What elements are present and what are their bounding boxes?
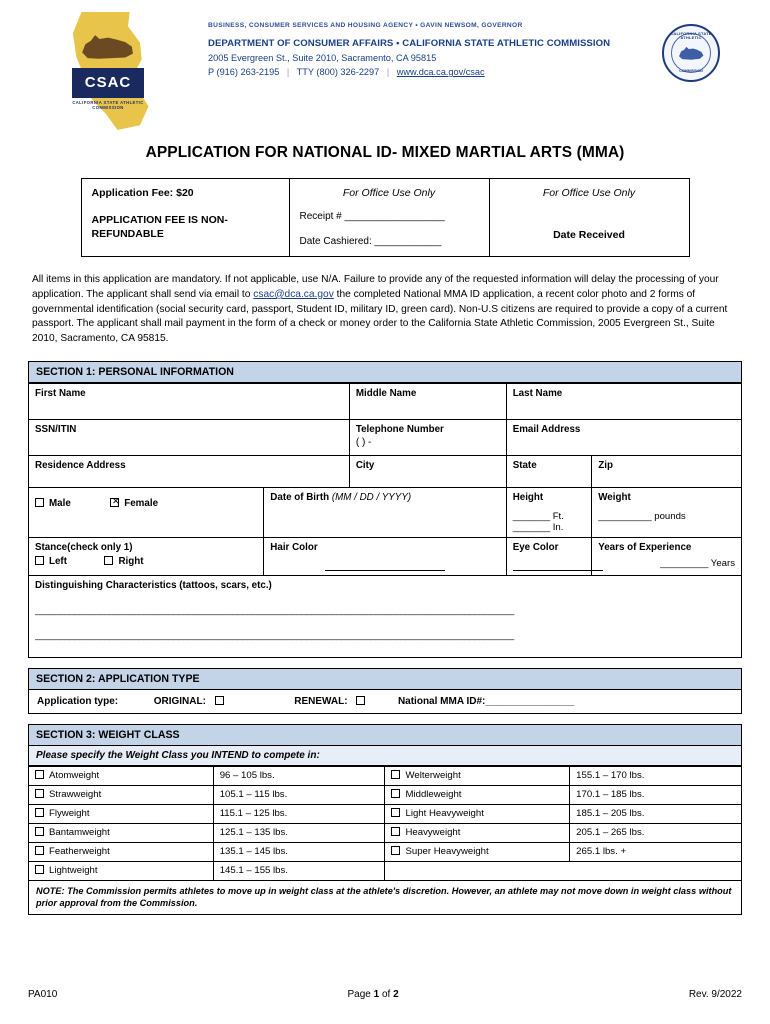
weight-class-range: 185.1 – 205 lbs. xyxy=(570,804,742,823)
csac-logo xyxy=(58,10,158,130)
weight-label: Weight xyxy=(598,491,631,503)
middle-name-field[interactable] xyxy=(349,383,506,419)
weight-class-option[interactable] xyxy=(385,842,570,861)
phone-number: P (916) 263-2195 xyxy=(208,67,280,77)
telephone-label: Telephone Number xyxy=(355,423,444,435)
section-1-heading: SECTION 1: PERSONAL INFORMATION xyxy=(28,361,742,383)
personal-information-table xyxy=(28,383,742,658)
stance-right-checkbox[interactable] xyxy=(104,556,113,565)
weight-class-name: Strawweight xyxy=(49,789,102,801)
hair-color-field[interactable] xyxy=(264,537,506,575)
telephone-mask: ( ) - xyxy=(355,436,372,448)
weight-class-range: 145.1 – 155 lbs. xyxy=(213,861,385,880)
agency-line: BUSINESS, CONSUMER SERVICES AND HOUSING AGENCY • GAVIN NEWSOM, GOVERNOR xyxy=(208,22,523,29)
male-label: Male xyxy=(49,497,71,509)
table-row xyxy=(29,487,742,537)
application-type-label: Application type: xyxy=(37,695,119,707)
years-units: _________ Years xyxy=(660,557,735,569)
weight-class-name: Atomweight xyxy=(49,770,100,782)
weight-class-range: 105.1 – 115 lbs. xyxy=(213,785,385,804)
eye-color-input[interactable] xyxy=(513,559,586,571)
weight-class-checkbox[interactable] xyxy=(391,827,400,836)
seal-bottom-text: COMMISSION xyxy=(679,69,703,74)
weight-class-checkbox[interactable] xyxy=(35,808,44,817)
state-label: State xyxy=(512,459,537,471)
stance-label: Stance(check only 1) xyxy=(35,541,133,553)
header-text-block xyxy=(208,22,638,77)
national-mma-id-field[interactable]: National MMA ID#:________________ xyxy=(397,695,575,707)
weight-class-checkbox[interactable] xyxy=(35,827,44,836)
weight-class-checkbox[interactable] xyxy=(391,770,400,779)
female-checkbox[interactable] xyxy=(110,498,119,507)
address-line: 2005 Evergreen St., Suite 2010, Sacramento, CA 95815 xyxy=(208,53,437,63)
tty-number: TTY (800) 326-2297 xyxy=(296,67,380,77)
weight-class-checkbox[interactable] xyxy=(35,846,44,855)
table-row xyxy=(29,383,742,419)
eye-color-label: Eye Color xyxy=(512,541,559,553)
page-indicator xyxy=(347,989,398,1000)
telephone-field[interactable] xyxy=(349,419,506,455)
stance-left-label: Left xyxy=(49,555,67,567)
stance-options xyxy=(35,556,257,567)
fee-cell xyxy=(81,179,289,257)
gender-cell xyxy=(29,487,264,537)
residence-address-field[interactable] xyxy=(29,455,350,487)
first-name-field[interactable] xyxy=(29,383,350,419)
weight-class-name: Flyweight xyxy=(49,808,90,820)
instructions-part-2: the completed National MMA ID application, a recent color photo and 2 forms of governmental identification (social security card, passport, Student ID, military ID, green card). Non-U.S citizens are required to provide a copy of a current passport. The applicant shall mail payment in the form of a check or money order to the California State Athletic Commission, 2005 Evergreen St., Suite 2010, Sacramento, CA 95815. xyxy=(32,288,728,345)
table-row xyxy=(29,766,742,785)
table-row xyxy=(29,575,742,657)
fee-office-use-table xyxy=(81,178,690,257)
original-label: ORIGINAL: xyxy=(153,695,206,707)
email-label: Email Address xyxy=(512,423,581,435)
years-of-experience-label: Years of Experience xyxy=(598,541,692,553)
weight-class-range: 135.1 – 145 lbs. xyxy=(213,842,385,861)
application-type-row xyxy=(28,690,742,714)
weight-class-checkbox[interactable] xyxy=(35,770,44,779)
weight-class-empty-cell xyxy=(570,861,742,880)
website-link[interactable]: www.dca.ca.gov/csac xyxy=(396,67,485,77)
office-use-label-2: For Office Use Only xyxy=(542,187,636,199)
table-row xyxy=(29,842,742,861)
application-fee xyxy=(92,187,279,199)
weight-class-note: NOTE: The Commission permits athletes to move up in weight class at the athlete's discretion. However, an athlete may not move down in weight class without prior approval from the Commission. xyxy=(28,881,742,915)
weight-class-option[interactable] xyxy=(29,785,214,804)
table-row xyxy=(29,804,742,823)
csac-email-link[interactable]: csac@dca.ca.gov xyxy=(253,288,334,300)
weight-class-option[interactable] xyxy=(385,823,570,842)
weight-class-checkbox[interactable] xyxy=(391,846,400,855)
revision-date: Rev. 9/2022 xyxy=(688,989,742,1000)
height-field[interactable] xyxy=(506,487,592,537)
contact-line xyxy=(208,67,638,77)
page-mid: of xyxy=(379,989,394,1000)
female-checkbox-group[interactable] xyxy=(110,498,158,509)
weight-class-name: Middleweight xyxy=(405,789,462,801)
receipt-number-field[interactable]: Receipt # __________________ xyxy=(299,211,445,222)
hair-color-input[interactable] xyxy=(270,559,499,571)
distinguishing-characteristics-label: Distinguishing Characteristics (tattoos, scars, etc.) xyxy=(35,579,272,591)
office-use-cell-1 xyxy=(289,179,489,257)
female-label: Female xyxy=(124,497,159,509)
weight-class-table xyxy=(28,766,742,881)
zip-field[interactable] xyxy=(592,455,742,487)
table-row xyxy=(29,823,742,842)
date-of-birth-format: (MM / DD / YYYY) xyxy=(331,491,412,503)
original-checkbox[interactable] xyxy=(215,696,224,705)
first-name-label: First Name xyxy=(35,387,86,399)
stance-right-group[interactable] xyxy=(104,556,143,567)
stance-cell xyxy=(29,537,264,575)
weight-class-name: Super Heavyweight xyxy=(405,846,489,858)
hair-color-label: Hair Color xyxy=(270,541,318,553)
male-checkbox-group[interactable] xyxy=(35,498,74,509)
city-label: City xyxy=(355,459,375,471)
weight-class-option[interactable] xyxy=(29,823,214,842)
weight-class-range: 115.1 – 125 lbs. xyxy=(213,804,385,823)
page-current: 1 xyxy=(373,989,380,1000)
page-title: APPLICATION FOR NATIONAL ID- MIXED MARTIAL ARTS (MMA) xyxy=(145,144,625,161)
residence-address-label: Residence Address xyxy=(35,459,126,471)
middle-name-label: Middle Name xyxy=(355,387,417,399)
csac-logo-subtext: CALIFORNIA STATE ATHLETIC COMMISSION xyxy=(72,100,144,110)
section-2-heading: SECTION 2: APPLICATION TYPE xyxy=(28,668,742,690)
weight-units: __________ pounds xyxy=(598,510,686,522)
weight-class-option[interactable] xyxy=(385,804,570,823)
weight-class-checkbox[interactable] xyxy=(35,865,44,874)
ssn-itin-field[interactable] xyxy=(29,419,350,455)
csac-logo-text: CSAC xyxy=(72,68,144,98)
zip-label: Zip xyxy=(598,459,613,471)
office-use-cell-2 xyxy=(489,179,689,257)
divider: | xyxy=(286,67,290,77)
commission-seal-icon xyxy=(662,24,720,82)
weight-class-option[interactable] xyxy=(385,785,570,804)
section-3-heading: SECTION 3: WEIGHT CLASS xyxy=(28,724,742,746)
application-fee-value: $20 xyxy=(176,187,194,199)
date-cashiered-field[interactable]: Date Cashiered: ____________ xyxy=(299,236,442,247)
weight-class-checkbox[interactable] xyxy=(391,789,400,798)
instructions-paragraph xyxy=(32,273,738,347)
weight-class-name: Featherweight xyxy=(49,846,110,858)
weight-class-range: 155.1 – 170 lbs. xyxy=(570,766,742,785)
weight-field[interactable] xyxy=(592,487,742,537)
eye-color-field[interactable] xyxy=(506,537,592,575)
weight-class-option[interactable] xyxy=(29,842,214,861)
write-in-line-2[interactable]: _________________________________________________________________________________________________ xyxy=(35,629,514,641)
last-name-field[interactable] xyxy=(506,383,741,419)
seal-top-text: CALIFORNIA STATE ATHLETIC xyxy=(670,31,712,41)
page-footer xyxy=(28,989,742,1000)
male-checkbox[interactable] xyxy=(35,498,44,507)
last-name-label: Last Name xyxy=(512,387,563,399)
date-of-birth-label: Date of Birth xyxy=(270,491,330,503)
department-line: DEPARTMENT OF CONSUMER AFFAIRS • CALIFORNIA STATE ATHLETIC COMMISSION xyxy=(208,38,611,49)
weight-class-name: Welterweight xyxy=(405,770,461,782)
date-received-label: Date Received xyxy=(553,229,625,241)
form-number: PA010 xyxy=(28,989,58,1000)
table-row xyxy=(29,419,742,455)
page-header xyxy=(28,0,742,130)
weight-class-name: Light Heavyweight xyxy=(405,808,484,820)
weight-class-range: 96 – 105 lbs. xyxy=(213,766,385,785)
years-of-experience-field[interactable] xyxy=(592,537,742,575)
email-field[interactable] xyxy=(506,419,741,455)
weight-class-range: 125.1 – 135 lbs. xyxy=(213,823,385,842)
instructions-part-1: All items in this application are mandatory. If not applicable, use N/A. Failure to provide any of the requested information will delay the processing of your application. The applicant shall send via email to xyxy=(32,274,719,300)
page-total: 2 xyxy=(393,989,399,1000)
weight-class-option[interactable] xyxy=(29,766,214,785)
table-row xyxy=(29,861,742,880)
distinguishing-characteristics-field[interactable] xyxy=(29,575,742,657)
weight-class-option[interactable] xyxy=(29,861,214,880)
weight-class-range: 170.1 – 185 lbs. xyxy=(570,785,742,804)
weight-class-checkbox[interactable] xyxy=(35,789,44,798)
weight-class-checkbox[interactable] xyxy=(391,808,400,817)
weight-class-name: Heavyweight xyxy=(405,827,461,839)
stance-left-group[interactable] xyxy=(35,556,70,567)
city-field[interactable] xyxy=(349,455,506,487)
table-row xyxy=(81,179,689,257)
write-in-line-1[interactable]: _________________________________________________________________________________________________ xyxy=(35,604,514,616)
application-fee-label: Application Fee: xyxy=(91,187,174,199)
weight-class-instruction: Please specify the Weight Class you INTEND to compete in: xyxy=(28,746,742,766)
height-units: _______ Ft. _______ In. xyxy=(512,510,564,533)
weight-class-range: 205.1 – 265 lbs. xyxy=(570,823,742,842)
weight-class-empty-cell xyxy=(385,861,570,880)
stance-left-checkbox[interactable] xyxy=(35,556,44,565)
renewal-label: RENEWAL: xyxy=(294,695,348,707)
weight-class-option[interactable] xyxy=(29,804,214,823)
weight-class-name: Lightweight xyxy=(49,865,98,877)
weight-class-name: Bantamweight xyxy=(49,827,110,839)
stance-right-label: Right xyxy=(118,555,144,567)
ssn-itin-label: SSN/ITIN xyxy=(35,423,77,435)
office-use-label-1: For Office Use Only xyxy=(342,187,436,199)
table-row xyxy=(29,785,742,804)
fee-nonrefundable-note: APPLICATION FEE IS NON-REFUNDABLE xyxy=(91,214,228,241)
page-prefix: Page xyxy=(347,989,374,1000)
table-row xyxy=(29,537,742,575)
renewal-checkbox[interactable] xyxy=(356,696,365,705)
state-field[interactable] xyxy=(506,455,592,487)
weight-class-rows xyxy=(29,766,742,880)
height-label: Height xyxy=(512,491,544,503)
weight-class-option[interactable] xyxy=(385,766,570,785)
table-row xyxy=(29,455,742,487)
weight-class-range: 265.1 lbs. + xyxy=(570,842,742,861)
date-of-birth-field[interactable] xyxy=(264,487,506,537)
divider: | xyxy=(386,67,390,77)
